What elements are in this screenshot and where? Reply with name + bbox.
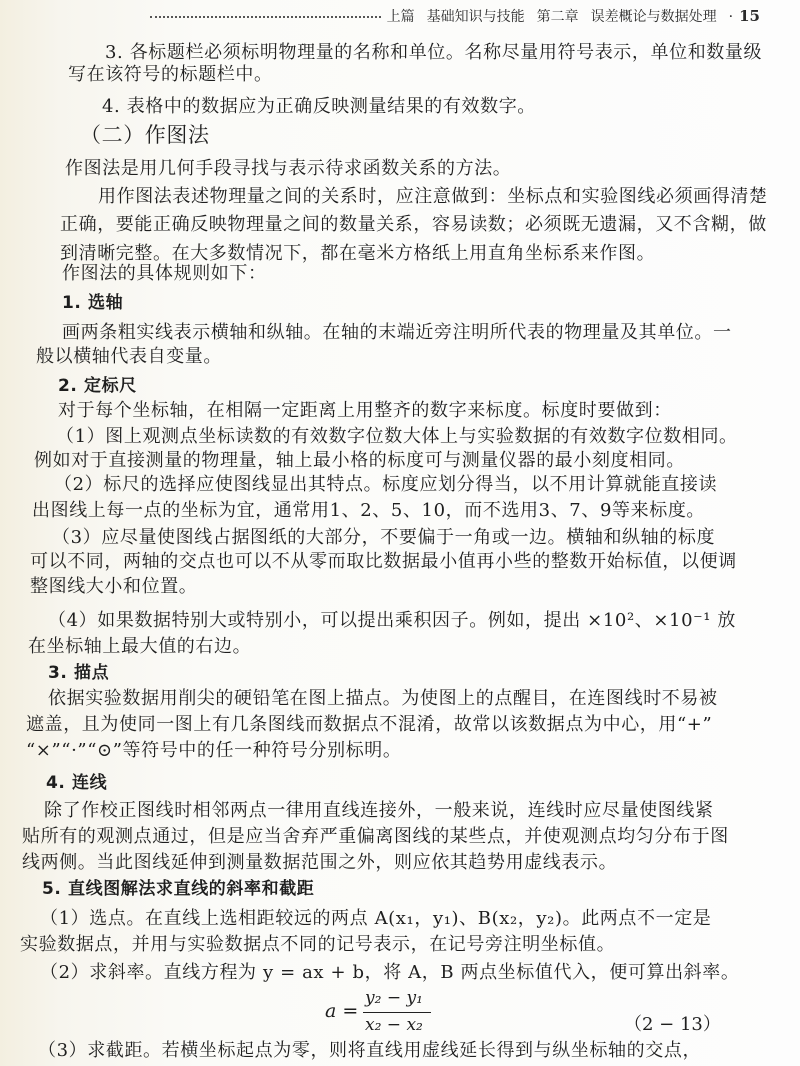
rule-4: 4. 表格中的数据应为正确反映测量结果的有效数字。	[102, 96, 536, 117]
step-2-item-3-line-1: （3）应尽量使图线占据图纸的大部分，不要偏于一角或一边。横轴和纵轴的标度	[52, 527, 716, 548]
rule-3-line-1: 3. 各标题栏必须标明物理量的名称和单位。名称尽量用符号表示，单位和数量级	[105, 42, 763, 63]
step-3-title: 3. 描点	[48, 663, 110, 683]
step-4-line-1: 除了作校正图线时相邻两点一律用直线连接外，一般来说，连线时应尽量使图线紧	[44, 800, 714, 821]
step-2-title: 2. 定标尺	[58, 376, 137, 396]
slope-formula	[325, 988, 445, 1038]
step-1-line-1: 画两条粗实线表示横轴和纵轴。在轴的末端近旁注明所代表的物理量及其单位。一	[62, 322, 732, 343]
step-2-item-3-line-2: 可以不同，两轴的交点也可以不从零而取比数据最小值再小些的整数开始标值，以便调	[30, 551, 737, 572]
header-separator: ·	[728, 9, 734, 25]
step-5-item-1-line-1: （1）选点。在直线上选相距较远的两点 A(x₁，y₁)、B(x₂，y₂)。此两点不一定是	[40, 908, 712, 929]
step-3-line-1: 依据实验数据用削尖的硬铅笔在图上描点。为使图上的点醒目，在连图线时不易被	[48, 688, 718, 709]
step-2-item-1-line-2: 例如对于直接测量的物理量，轴上最小格的标度可与测量仪器的最小刻度相同。	[34, 450, 685, 471]
bleed-through-text	[600, 122, 614, 142]
step-5-item-2: （2）求斜率。直线方程为 y = ax + b，将 A，B 两点坐标值代入，便可算出斜率。	[40, 962, 740, 983]
header-book-section: 基础知识与技能	[426, 9, 525, 25]
step-4-title: 4. 连线	[46, 773, 108, 793]
step-3-line-2: 遮盖，且为使同一图上有几条图线而数据点不混淆，故常以该数据点为中心，用“+”	[26, 714, 713, 735]
fraction-bar	[363, 1012, 431, 1013]
step-2-item-4-line-1: （4）如果数据特别大或特别小，可以提出乘积因子。例如，提出 ×10²、×10⁻¹ 放	[48, 610, 736, 631]
equation-number: （2 − 13）	[624, 1014, 721, 1035]
page-number: 15	[739, 7, 760, 25]
step-2-item-2-line-2: 出图线上每一点的坐标为宜，通常用1、2、5、10，而不选用3、7、9等来标度。	[32, 500, 706, 521]
formula-lhs: a =	[325, 1000, 359, 1022]
step-2-item-2-line-1: （2）标尺的选择应使图线显出其特点。标度应划分得当，以不用计算就能直接读	[54, 474, 718, 495]
header-chapter: 第二章	[536, 9, 579, 25]
step-2-intro: 对于每个坐标轴，在相隔一定距离上用整齐的数字来标度。标度时要做到：	[58, 400, 672, 421]
step-4-line-3: 线两侧。当此图线延伸到测量数据范围之外，则应依其趋势用虚线表示。	[22, 852, 618, 873]
step-4-line-2: 贴所有的观测点通过，但是应当舍弃严重偏离图线的某些点，并使观测点均匀分布于图	[22, 826, 729, 847]
formula-numerator: y₂ − y₁	[365, 988, 423, 1008]
header-part: 上篇	[386, 9, 415, 25]
running-header	[150, 6, 760, 26]
intro-paragraph-1: 作图法是用几何手段寻找与表示待求函数关系的方法。	[65, 158, 512, 179]
step-2-item-1-line-1: （1）图上观测点坐标读数的有效数字位数大体上与实验数据的有效数字位数相同。	[56, 426, 738, 447]
step-5-item-1-line-2: 实验数据点，并用与实验数据点不同的记号表示，在记号旁注明坐标值。	[20, 934, 616, 955]
step-2-item-3-line-3: 整图线大小和位置。	[30, 576, 198, 597]
header-dotted-leader	[150, 16, 381, 18]
step-1-line-2: 般以横轴代表自变量。	[36, 346, 222, 367]
section-title: （二）作图法	[80, 123, 210, 147]
step-5-item-3: （3）求截距。若横坐标起点为零，则将直线用虚线延长得到与纵坐标轴的交点，	[38, 1040, 702, 1061]
intro-paragraph-2-line-3: 到清晰完整。在大多数情况下，都在毫米方格纸上用直角坐标系来作图。	[60, 243, 656, 264]
formula-denominator: x₂ − x₂	[365, 1015, 423, 1035]
intro-paragraph-2-line-2: 正确，要能正确反映物理量之间的数量关系，容易读数；必须既无遗漏，又不含糊，做	[60, 214, 767, 235]
step-1-title: 1. 选轴	[62, 293, 124, 313]
intro-paragraph-3: 作图法的具体规则如下：	[62, 263, 267, 284]
header-chapter-title: 误差概论与数据处理	[590, 9, 717, 25]
step-2-item-4-line-2: 在坐标轴上最大值的右边。	[28, 636, 252, 657]
intro-paragraph-2-line-1: 用作图法表述物理量之间的关系时，应注意做到：坐标点和实验图线必须画得清楚	[98, 186, 768, 207]
step-5-title: 5. 直线图解法求直线的斜率和截距	[42, 879, 315, 899]
rule-3-line-2: 写在该符号的标题栏中。	[68, 64, 273, 85]
step-3-line-3: “×”“·”“⊙”等符号中的任一种符号分别标明。	[26, 740, 402, 761]
